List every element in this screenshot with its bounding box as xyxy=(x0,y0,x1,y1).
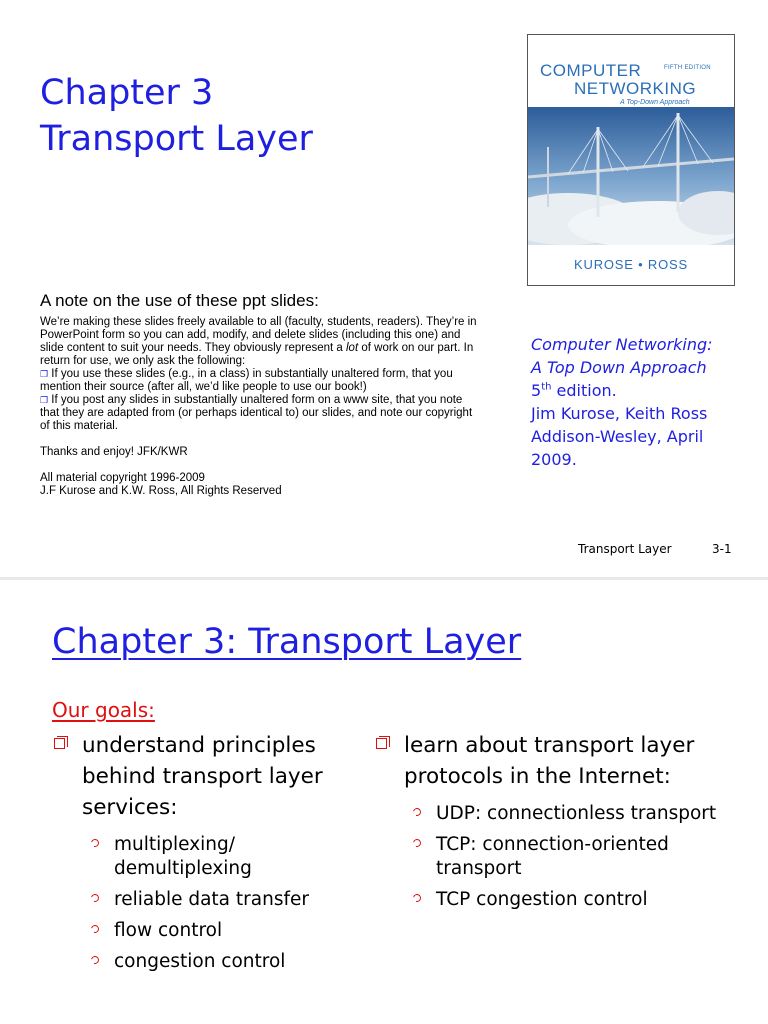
circle-bullet-icon xyxy=(412,807,423,818)
circle-bullet-icon xyxy=(90,955,101,966)
list-item: reliable data transfer xyxy=(114,888,352,912)
footer-page-number: 3-1 xyxy=(712,542,732,556)
list-item: TCP congestion control xyxy=(436,888,724,912)
book-title-line1: COMPUTER xyxy=(540,61,642,80)
list-item: congestion control xyxy=(114,950,352,974)
footer-label: Transport Layer xyxy=(578,542,672,556)
checkbox-bullet-icon xyxy=(54,738,65,749)
circle-bullet-icon xyxy=(90,893,101,904)
book-citation xyxy=(531,333,761,471)
goal-item-principles: understand principles behind transport layer services: xyxy=(52,730,352,823)
book-authors: KUROSE • ROSS xyxy=(574,257,688,272)
citation-title-2: A Top Down Approach xyxy=(531,358,707,377)
note-thanks: Thanks and enjoy! JFK/KWR xyxy=(40,446,188,458)
chapter-title-line1: Chapter 3 xyxy=(40,73,214,113)
note-bullet-1: ❐ If you use these slides (e.g., in a class) in substantially unaltered form, that you mention their source (after all, we’d like people to use our book!) xyxy=(40,368,453,393)
book-edition: FIFTH EDITION xyxy=(664,65,711,71)
circle-bullet-icon xyxy=(90,838,101,849)
list-item: flow control xyxy=(114,919,352,943)
list-item: multiplexing/ demultiplexing xyxy=(114,833,352,881)
note-bullet-2: ❐ If you post any slides in substantially unaltered form on a www site, that you note that they are adapted from (or perhaps identical to) our slides, and note our copyright of this material. xyxy=(40,394,473,432)
goals-right-column xyxy=(374,730,724,919)
chapter-title xyxy=(40,70,313,162)
bridge-photo xyxy=(528,107,734,245)
citation-edition: 5th edition. xyxy=(531,381,617,400)
book-cover-footer xyxy=(528,245,734,285)
checkbox-bullet-icon xyxy=(376,738,387,749)
chapter-title-line2: Transport Layer xyxy=(40,119,313,159)
list-item: TCP: connection-oriented transport xyxy=(436,833,724,881)
book-title-line2: NETWORKING xyxy=(574,79,697,98)
citation-authors: Jim Kurose, Keith Ross xyxy=(531,404,708,423)
book-subtitle: A Top-Down Approach xyxy=(620,99,690,106)
checkbox-bullet-icon: ❐ xyxy=(40,395,49,405)
citation-publisher: Addison-Wesley, April xyxy=(531,427,704,446)
goal-sublist xyxy=(374,802,724,912)
list-item: UDP: connectionless transport xyxy=(436,802,724,826)
book-cover-header xyxy=(528,35,734,107)
circle-bullet-icon xyxy=(412,838,423,849)
checkbox-bullet-icon: ❐ xyxy=(40,369,49,379)
citation-year: 2009. xyxy=(531,450,577,469)
note-body xyxy=(40,316,480,498)
slide-3-2 xyxy=(0,580,768,1024)
note-copyright-1: All material copyright 1996-2009 xyxy=(40,472,205,484)
goal-item-protocols: learn about transport layer protocols in the Internet: xyxy=(374,730,724,792)
book-cover-image xyxy=(527,34,735,286)
citation-title-1: Computer Networking: xyxy=(531,335,713,354)
note-heading: A note on the use of these ppt slides: xyxy=(40,291,319,310)
goals-heading: Our goals: xyxy=(52,698,155,722)
goal-sublist xyxy=(52,833,352,974)
slide-title: Chapter 3: Transport Layer xyxy=(52,622,522,662)
circle-bullet-icon xyxy=(90,924,101,935)
goals-left-column xyxy=(52,730,352,981)
note-paragraph: We’re making these slides freely available to all (faculty, students, readers). They’re in PowerPoint form so you can add, modify, and delete slides (including this one) and slide content to suit your needs. They obviously represent a lot of work on our part. In return for use, we only ask the following: xyxy=(40,316,477,367)
note-copyright-2: J.F Kurose and K.W. Ross, All Rights Reserved xyxy=(40,485,282,497)
circle-bullet-icon xyxy=(412,893,423,904)
